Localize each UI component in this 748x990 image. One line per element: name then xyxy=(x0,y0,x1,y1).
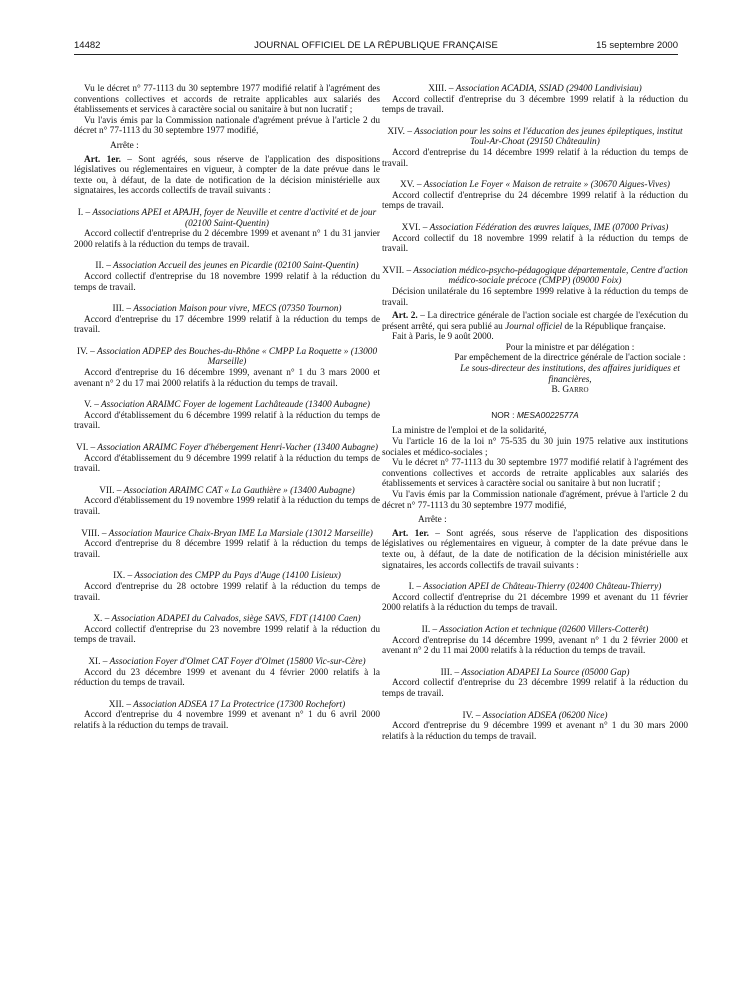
agreement-heading: VI. – Association ARAIMC Foyer d'hébergement Henri-Vacher (13400 Aubagne) xyxy=(76,443,378,454)
signature-title: Le sous-directeur des institutions, des affaires juridiques et financières, xyxy=(460,364,680,385)
agreement-heading: III. – Association ADAPEI La Source (05000 Gap) xyxy=(440,667,630,678)
signature-line: Par empêchement de la directrice générale de l'action sociale : xyxy=(454,353,686,364)
agreement-description: Accord d'entreprise du 14 décembre 1999, avenant n° 1 du 2 février 2000 et avenant n° 2 du 11 mai 2000 relatifs à la réduction du temps de travail. xyxy=(382,635,688,657)
journal-title: JOURNAL OFFICIEL DE LA RÉPUBLIQUE FRANÇAISE xyxy=(254,40,498,51)
agreement-heading: XVII. – Association médico-psycho-pédagogique départementale, Centre d'action médico-sociale précoce (CMPP) (09000 Foix) xyxy=(382,265,688,287)
header-rule xyxy=(74,54,678,55)
agreement-description: Accord collectif d'entreprise du 23 novembre 1999 relatif à la réduction du temps de travail. xyxy=(74,624,380,646)
agreement-heading: II. – Association Action et technique (02600 Villers-Cotterêt) xyxy=(421,624,649,635)
article-label: Art. 1er. xyxy=(392,528,429,539)
agreement-heading: XIII. – Association ACADIA, SSIAD (29400 Landivisiau) xyxy=(428,84,642,94)
page-number: 14482 xyxy=(74,40,101,51)
agreement-heading: XIV. – Association pour les soins et l'éducation des jeunes épileptiques, institut Toul-Ar-Choat (29150 Châteaulin) xyxy=(387,126,683,148)
arrete-label: Arrête : xyxy=(110,140,139,151)
article-2: Art. 2. – La directrice générale de l'action sociale est chargée de l'exécution du présent arrêté, qui sera publié au Journal officiel de la République française. xyxy=(382,311,688,332)
agreement-description: Accord d'établissement du 6 décembre 1999 relatif à la réduction du temps de travail. xyxy=(74,410,380,432)
agreement-heading: I. – Associations APEI et APAJH, foyer de Neuville et centre d'activité et de jour (02100 Saint-Quentin) xyxy=(77,207,377,229)
arrete-label: Arrête : xyxy=(418,515,447,526)
visa-paragraph: Vu l'avis émis par la Commission nationale d'agrément prévue à l'article 2 du décret n° 77-1113 du 30 septembre 1977 modifié, xyxy=(74,115,380,137)
agreement-description: Accord collectif d'entreprise du 18 novembre 1999 relatif à la réduction du temps de travail. xyxy=(74,271,380,293)
right-column xyxy=(382,84,688,742)
agreement-heading: III. – Association Maison pour vivre, MECS (07350 Tournon) xyxy=(112,304,342,315)
agreement-description: Accord d'établissement du 9 décembre 1999 relatif à la réduction du temps de travail. xyxy=(74,453,380,475)
article-label: Art. 1er. xyxy=(84,154,121,165)
visa-paragraph: Vu l'avis émis par la Commission nationale d'agrément, prévue à l'article 2 du décret n° 77-1113 du 30 septembre 1977 modifié, xyxy=(382,490,688,511)
agreement-description: Accord d'entreprise du 8 décembre 1999 relatif à la réduction du temps de travail. xyxy=(74,539,380,560)
visa-paragraph: Vu le décret n° 77-1113 du 30 septembre 1977 modifié relatif à l'agrément des conventions collectives et accords de retraite applicables aux salariés des établissements et services à caractère social ou sanitaire à but non lucratif ; xyxy=(382,458,688,490)
agreement-heading: XI. – Association Foyer d'Olmet CAT Foyer d'Olmet (15800 Vic-sur-Cère) xyxy=(88,656,366,667)
agreement-heading: XVI. – Association Fédération des œuvres laïques, IME (07000 Privas) xyxy=(401,222,669,233)
agreement-description: Accord collectif d'entreprise du 3 décembre 1999 relatif à la réduction du temps de travail. xyxy=(382,94,688,116)
agreement-list xyxy=(382,582,688,742)
agreement-description: Accord collectif d'entreprise du 24 décembre 1999 relatif à la réduction du temps de travail. xyxy=(382,190,688,212)
article-1: Art. 1er. – Sont agréés, sous réserve de l'application des dispositions législatives ou réglementaires en vigueur, à compter de la date prévue dans le texte ou, à défaut, de la date de notification de la décision ministérielle aux signataires, les accords collectifs de travail suivants : xyxy=(382,528,688,571)
left-column xyxy=(74,84,380,732)
signature-line: Pour la ministre et par délégation : xyxy=(505,342,635,353)
agreement-heading: XV. – Association Le Foyer « Maison de retraite » (30670 Aigues-Vives) xyxy=(399,180,671,191)
agreement-description: Accord collectif d'entreprise du 21 décembre 1999 et avenant du 11 février 2000 relatifs à la réduction du temps de travail. xyxy=(382,592,688,614)
visa-paragraph: La ministre de l'emploi et de la solidarité, xyxy=(392,426,547,437)
agreement-heading: I. – Association APEI de Château-Thierry (02400 Château-Thierry) xyxy=(408,582,662,593)
agreement-heading: IX. – Association des CMPP du Pays d'Auge (14100 Lisieux) xyxy=(113,571,341,582)
article-label: Art. 2. xyxy=(392,311,418,322)
agreement-description: Accord collectif d'entreprise du 23 décembre 1999 relatif à la réduction du temps de travail. xyxy=(382,678,688,699)
agreement-heading: VII. – Association ARAIMC CAT « La Gauthière » (13400 Aubagne) xyxy=(99,485,355,496)
agreement-description: Accord collectif d'entreprise du 2 décembre 1999 et avenant n° 1 du 31 janvier 2000 relatifs à la réduction du temps de travail. xyxy=(74,229,380,250)
agreement-heading: XII. – Association ADSEA 17 La Protectrice (17300 Rochefort) xyxy=(108,699,346,710)
page-header xyxy=(74,40,678,54)
agreement-heading: II. – Association Accueil des jeunes en Picardie (02100 Saint-Quentin) xyxy=(95,261,359,272)
agreement-description: Accord d'entreprise du 16 décembre 1999, avenant n° 1 du 3 mars 2000 et avenant n° 2 du 17 mai 2000 relatifs à la réduction du temps de travail. xyxy=(74,368,380,389)
agreement-description: Accord d'entreprise du 9 décembre 1999 et avenant n° 1 du 30 mars 2000 relatifs à la réduction du temps de travail. xyxy=(382,721,688,742)
agreement-description: Décision unilatérale du 16 septembre 1999 relative à la réduction du temps de travail. xyxy=(382,286,688,308)
article-1: Art. 1er. – Sont agréés, sous réserve de l'application des dispositions législatives ou réglementaires en vigueur, à compter de la date prévue dans le texte ou, à défaut, de la date de notification de la décision ministérielle aux signataires, les accords collectifs de travail suivants : xyxy=(74,154,380,197)
agreement-heading: IV. – Association ADSEA (06200 Nice) xyxy=(462,710,608,721)
agreement-heading: X. – Association ADAPEI du Calvados, siège SAVS, FDT (14100 Caen) xyxy=(93,614,361,625)
agreement-list xyxy=(74,208,380,732)
agreement-description: Accord d'entreprise du 14 décembre 1999 relatif à la réduction du temps de travail. xyxy=(382,147,688,169)
agreement-heading: V. – Association ARAIMC Foyer de logement Lachâteaude (13400 Aubagne) xyxy=(84,400,370,411)
signatory-name: B. Garro xyxy=(551,385,589,396)
journal-reference: Journal officiel xyxy=(505,321,563,332)
agreement-heading: VIII. – Association Maurice Chaix-Bryan IME La Marsiale (13012 Marseille) xyxy=(81,528,373,539)
agreement-description: Accord d'entreprise du 4 novembre 1999 et avenant n° 1 du 6 avril 2000 relatifs à la réduction du temps de travail. xyxy=(74,710,380,731)
issue-date: 15 septembre 2000 xyxy=(596,40,678,51)
agreement-heading: IV. – Association ADPEP des Bouches-du-Rhône « CMPP La Roquette » (13000 Marseille) xyxy=(76,346,378,368)
visa-paragraph: Vu l'article 16 de la loi n° 75-535 du 30 juin 1975 relative aux institutions sociales et médico-sociales ; xyxy=(382,437,688,458)
visa-paragraph: Vu le décret n° 77-1113 du 30 septembre 1977 modifié relatif à l'agrément des conventions collectives et accords de retraite applicables aux salariés des établissements et services à caractère social ou sanitaire à but non lucratif ; xyxy=(74,84,380,116)
fait-a-paris: Fait à Paris, le 9 août 2000. xyxy=(392,332,494,343)
agreement-description: Accord collectif du 18 novembre 1999 relatif à la réduction du temps de travail. xyxy=(382,233,688,255)
agreement-description: Accord d'établissement du 19 novembre 1999 relatif à la réduction du temps de travail. xyxy=(74,496,380,517)
agreement-description: Accord d'entreprise du 17 décembre 1999 relatif à la réduction du temps de travail. xyxy=(74,314,380,336)
agreement-description: Accord du 23 décembre 1999 et avenant du 4 février 2000 relatifs à la réduction du temps de travail. xyxy=(74,667,380,689)
agreement-description: Accord d'entreprise du 28 octobre 1999 relatif à la réduction du temps de travail. xyxy=(74,581,380,603)
agreement-list xyxy=(382,84,688,308)
nor-reference: NOR : MESA0022577A xyxy=(491,409,579,420)
